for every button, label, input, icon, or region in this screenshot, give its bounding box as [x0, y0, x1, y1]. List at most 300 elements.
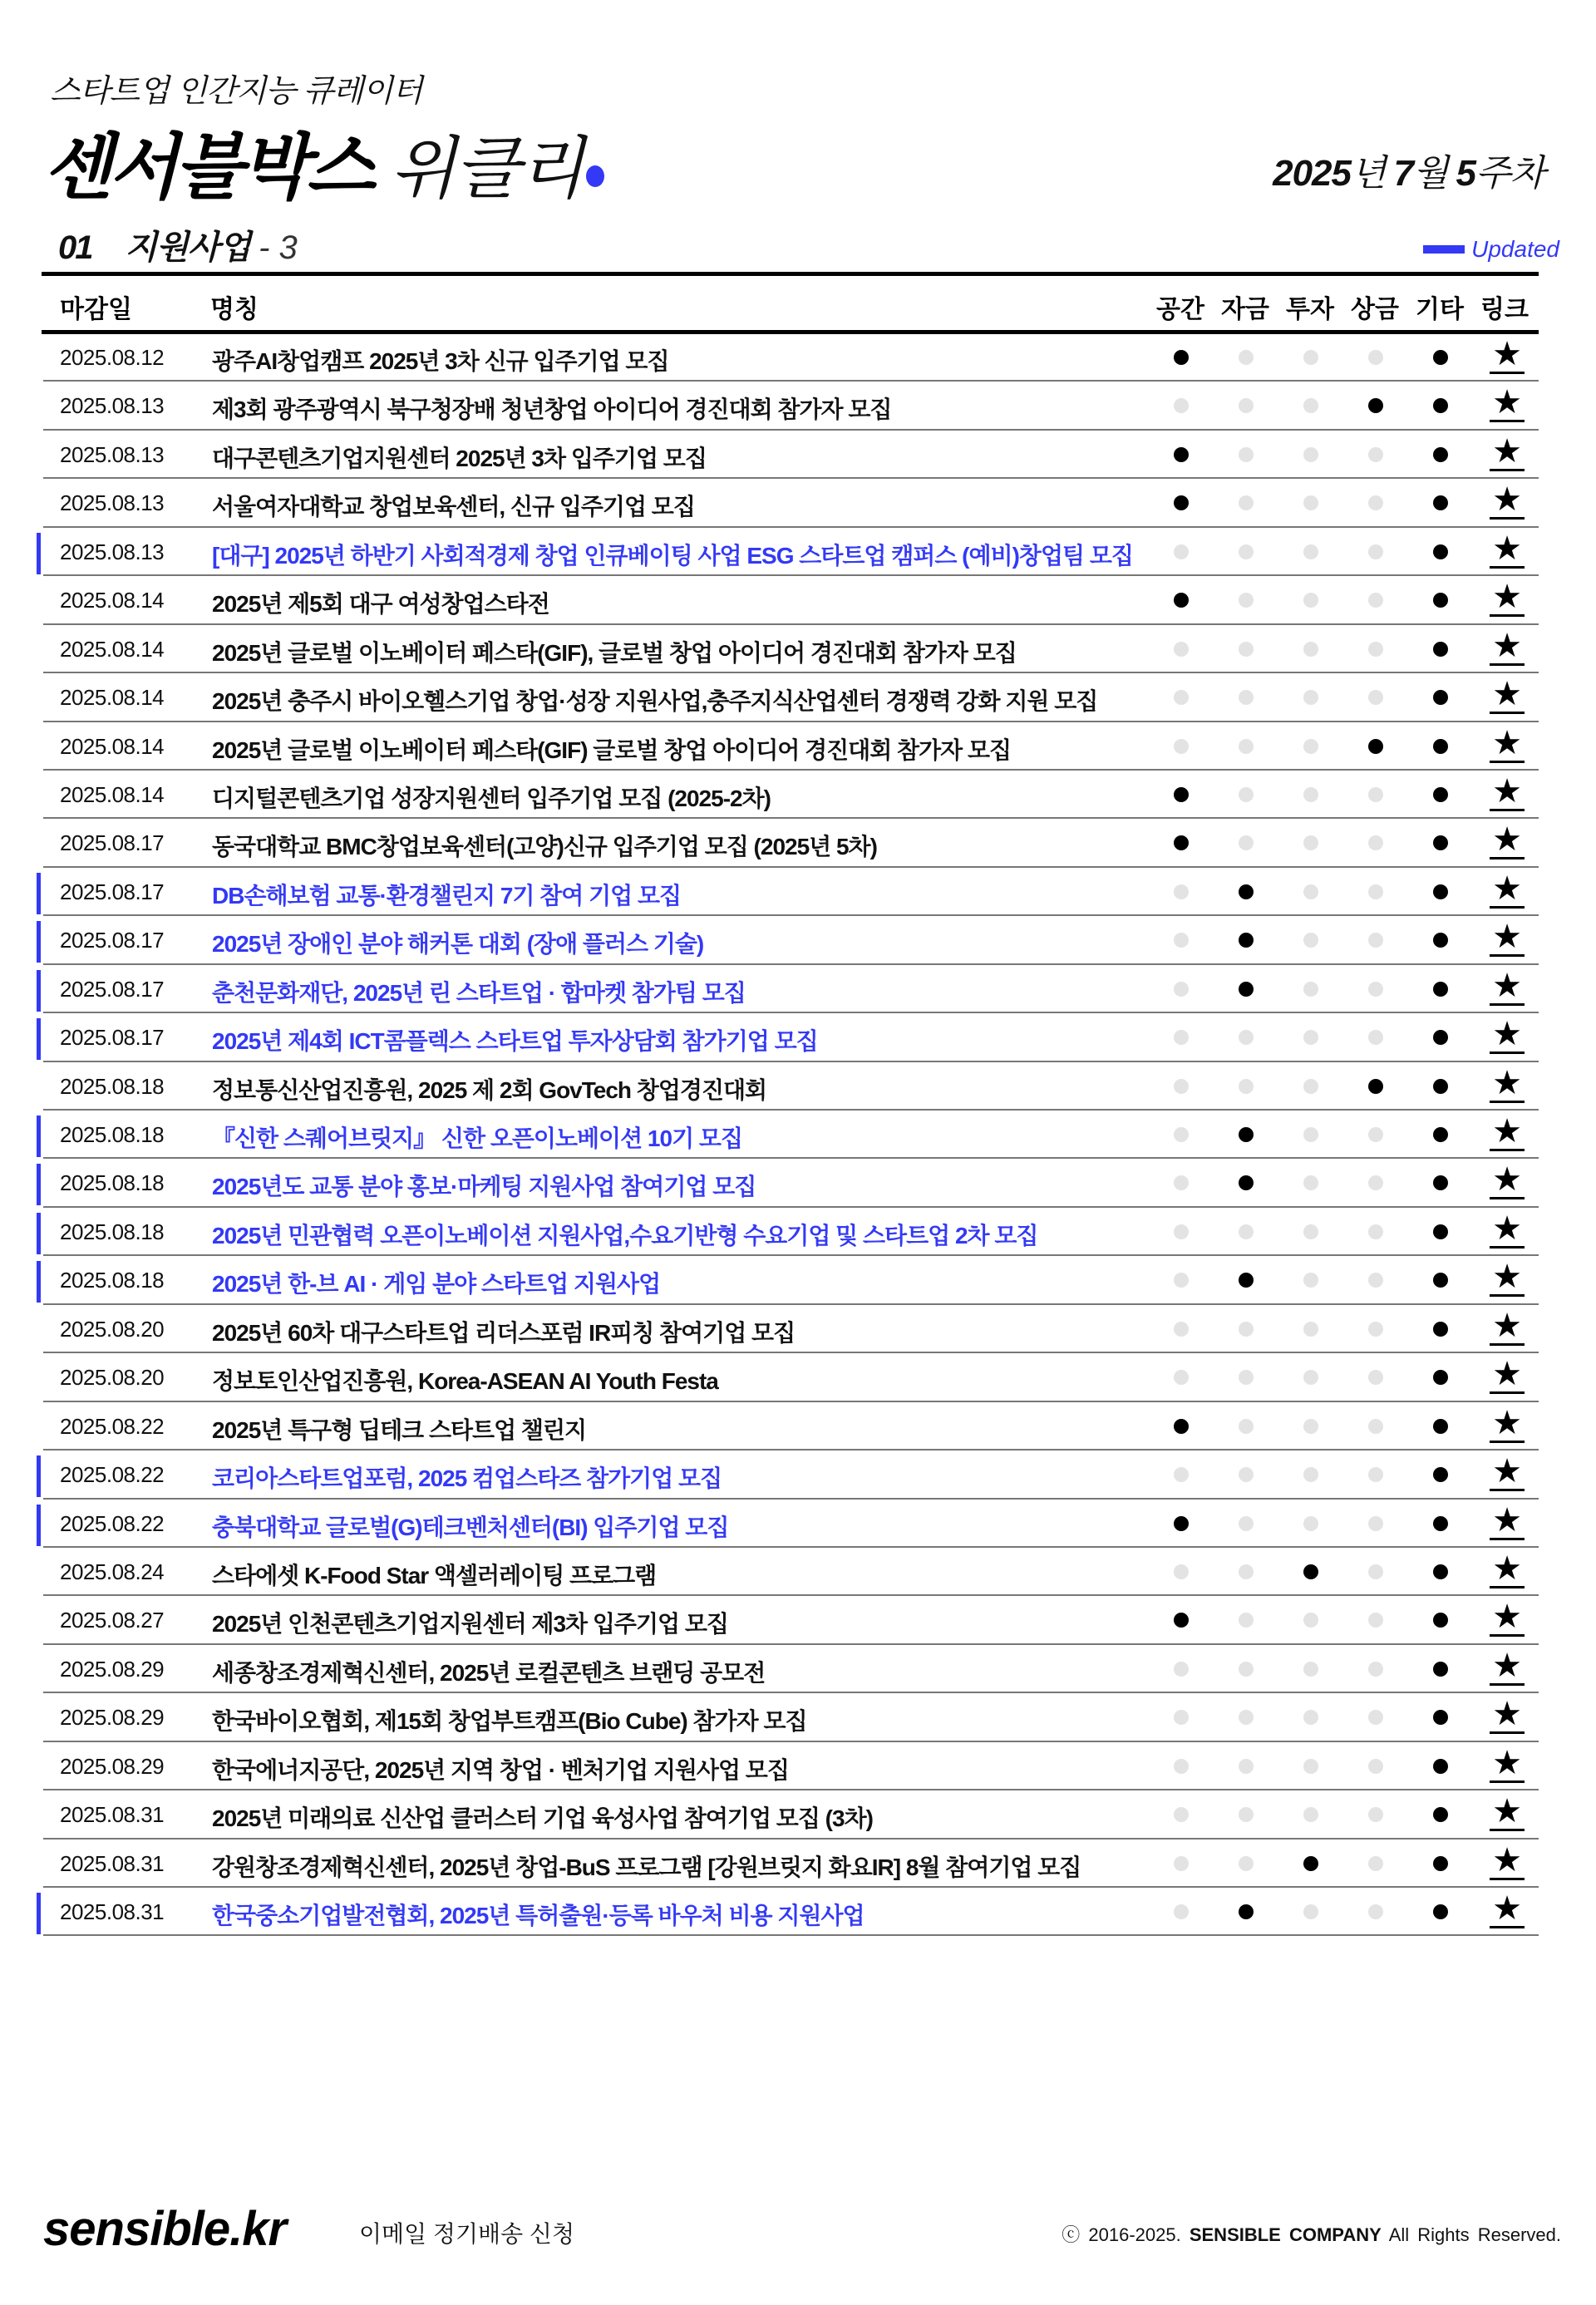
table-row	[0, 431, 1596, 479]
etc-on-dot-icon	[1433, 835, 1448, 850]
link-star-icon[interactable]: ★	[1490, 628, 1525, 666]
program-name[interactable]: 2025년 제5회 대구 여성창업스타전	[212, 591, 549, 618]
investment-off-dot-icon	[1303, 1467, 1318, 1482]
investment-off-dot-icon	[1303, 350, 1318, 365]
updated-marker-icon	[37, 970, 41, 1012]
link-star-icon[interactable]: ★	[1490, 337, 1525, 374]
program-name[interactable]: 2025년 특구형 딥테크 스타트업 챌린지	[212, 1416, 587, 1443]
issue-month-unit: 월	[1412, 153, 1448, 194]
table-body	[0, 333, 1596, 1936]
investment-off-dot-icon	[1303, 1904, 1318, 1919]
space-on-dot-icon	[1174, 835, 1189, 850]
table-row	[0, 1062, 1596, 1111]
company-name: SENSIBLE COMPANY	[1189, 2224, 1382, 2245]
etc-on-dot-icon	[1433, 1564, 1448, 1579]
table-row	[0, 1111, 1596, 1159]
prize-off-dot-icon	[1368, 495, 1383, 510]
table-top-rule	[42, 272, 1539, 276]
link-star-icon[interactable]: ★	[1490, 1066, 1525, 1103]
investment-on-dot-icon	[1303, 1564, 1318, 1579]
table-row	[0, 333, 1596, 382]
space-off-dot-icon	[1174, 933, 1189, 948]
space-on-dot-icon	[1174, 1516, 1189, 1531]
program-name[interactable]: 2025년 장애인 분야 해커톤 대회 (장애 플러스 기술)	[212, 931, 704, 958]
deadline-date: 2025.08.12	[60, 345, 165, 370]
program-name[interactable]: 2025년 충주시 바이오헬스기업 창업·성장 지원사업,충주지식산업센터 경쟁력 강화 지원 모집	[212, 688, 1098, 715]
link-star-icon[interactable]: ★	[1490, 1454, 1525, 1491]
updated-marker-icon	[37, 1505, 41, 1546]
link-star-icon[interactable]: ★	[1490, 1697, 1525, 1734]
program-name[interactable]: 강원창조경제혁신센터, 2025년 창업-BuS 프로그램 [강원브릿지 화요IR] 8월 참여기업 모집	[212, 1854, 1081, 1880]
table-row	[0, 771, 1596, 819]
space-on-dot-icon	[1174, 495, 1189, 510]
link-star-icon[interactable]: ★	[1490, 1551, 1525, 1588]
etc-on-dot-icon	[1433, 447, 1448, 462]
header-name: 명칭	[210, 296, 259, 323]
link-star-icon[interactable]: ★	[1490, 579, 1525, 617]
space-off-dot-icon	[1174, 1564, 1189, 1579]
etc-on-dot-icon	[1433, 1030, 1448, 1045]
funding-off-dot-icon	[1239, 1856, 1254, 1871]
table-row	[0, 819, 1596, 867]
space-off-dot-icon	[1174, 1175, 1189, 1190]
link-star-icon[interactable]: ★	[1490, 1017, 1525, 1054]
deadline-date: 2025.08.18	[60, 1268, 165, 1293]
investment-off-dot-icon	[1303, 1127, 1318, 1142]
program-name[interactable]: 한국중소기업발전협회, 2025년 특허출원·등록 바우처 비용 지원사업	[212, 1903, 864, 1928]
prize-off-dot-icon	[1368, 593, 1383, 608]
updated-marker-icon	[37, 873, 41, 914]
subtitle: 스타트업 인간지능 큐레이터	[50, 74, 422, 109]
link-star-icon[interactable]: ★	[1490, 434, 1525, 471]
table-row	[0, 576, 1596, 624]
investment-off-dot-icon	[1303, 1516, 1318, 1531]
space-on-dot-icon	[1174, 593, 1189, 608]
table-row	[0, 916, 1596, 964]
table-row	[0, 1353, 1596, 1401]
investment-off-dot-icon	[1303, 1175, 1318, 1190]
updated-marker-icon	[37, 921, 41, 963]
space-off-dot-icon	[1174, 544, 1189, 559]
issue-week: 5	[1456, 153, 1475, 194]
link-star-icon[interactable]: ★	[1490, 1891, 1525, 1928]
link-star-icon[interactable]: ★	[1490, 1599, 1525, 1637]
deadline-date: 2025.08.18	[60, 1170, 165, 1196]
funding-off-dot-icon	[1239, 1079, 1254, 1094]
updated-legend	[1423, 236, 1559, 263]
prize-on-dot-icon	[1368, 1079, 1383, 1094]
investment-off-dot-icon	[1303, 1419, 1318, 1434]
funding-off-dot-icon	[1239, 593, 1254, 608]
issue-date	[1273, 143, 1553, 196]
investment-off-dot-icon	[1303, 642, 1318, 657]
updated-bar-icon	[1423, 245, 1465, 254]
investment-off-dot-icon	[1303, 739, 1318, 754]
deadline-date: 2025.08.29	[60, 1753, 165, 1779]
funding-off-dot-icon	[1239, 787, 1254, 802]
deadline-date: 2025.08.14	[60, 781, 165, 807]
funding-off-dot-icon	[1239, 1759, 1254, 1774]
etc-on-dot-icon	[1433, 398, 1448, 413]
funding-on-dot-icon	[1239, 933, 1254, 948]
space-off-dot-icon	[1174, 1467, 1189, 1482]
prize-off-dot-icon	[1368, 1467, 1383, 1482]
deadline-date: 2025.08.17	[60, 879, 165, 904]
updated-marker-icon	[37, 533, 41, 574]
funding-off-dot-icon	[1239, 350, 1254, 365]
subscribe-link[interactable]: 이메일 정기배송 신청	[359, 2221, 574, 2247]
prize-off-dot-icon	[1368, 350, 1383, 365]
deadline-date: 2025.08.29	[60, 1656, 165, 1682]
link-star-icon[interactable]: ★	[1490, 1843, 1525, 1880]
program-name[interactable]: 디지털콘텐츠기업 성장지원센터 입주기업 모집 (2025-2차)	[212, 785, 771, 811]
link-star-icon[interactable]: ★	[1490, 871, 1525, 909]
funding-off-dot-icon	[1239, 1710, 1254, 1725]
table-row	[0, 1159, 1596, 1207]
prize-off-dot-icon	[1368, 787, 1383, 802]
link-star-icon[interactable]: ★	[1490, 482, 1525, 520]
table-row	[0, 965, 1596, 1013]
funding-on-dot-icon	[1239, 884, 1254, 899]
section-part: - 3	[259, 229, 298, 266]
space-on-dot-icon	[1174, 1613, 1189, 1628]
deadline-date: 2025.08.18	[60, 1219, 165, 1244]
issue-year-unit: 년	[1350, 153, 1386, 194]
prize-off-dot-icon	[1368, 1370, 1383, 1385]
program-name[interactable]: 대구콘텐츠기업지원센터 2025년 3차 입주기업 모집	[212, 445, 707, 471]
etc-on-dot-icon	[1433, 350, 1448, 365]
etc-on-dot-icon	[1433, 1516, 1448, 1531]
prize-off-dot-icon	[1368, 982, 1383, 997]
investment-off-dot-icon	[1303, 1662, 1318, 1677]
prize-off-dot-icon	[1368, 690, 1383, 705]
funding-on-dot-icon	[1239, 982, 1254, 997]
deadline-date: 2025.08.24	[60, 1559, 165, 1584]
table-row	[0, 1450, 1596, 1499]
program-name[interactable]: 제3회 광주광역시 북구청장배 청년창업 아이디어 경진대회 참가자 모집	[212, 396, 892, 423]
funding-off-dot-icon	[1239, 1419, 1254, 1434]
deadline-date: 2025.08.17	[60, 830, 165, 856]
deadline-date: 2025.08.20	[60, 1365, 165, 1391]
link-star-icon[interactable]: ★	[1490, 1503, 1525, 1540]
deadline-date: 2025.08.31	[60, 1850, 165, 1876]
deadline-date: 2025.08.27	[60, 1608, 165, 1633]
etc-on-dot-icon	[1433, 593, 1448, 608]
funding-off-dot-icon	[1239, 1807, 1254, 1822]
updated-marker-icon	[37, 1893, 41, 1934]
space-off-dot-icon	[1174, 1662, 1189, 1677]
prize-off-dot-icon	[1368, 1516, 1383, 1531]
investment-off-dot-icon	[1303, 787, 1318, 802]
funding-off-dot-icon	[1239, 835, 1254, 850]
updated-marker-icon	[37, 1116, 41, 1157]
investment-off-dot-icon	[1303, 884, 1318, 899]
program-name[interactable]: 스타에셋 K-Food Star 액셀러레이팅 프로그램	[212, 1562, 657, 1588]
space-off-dot-icon	[1174, 398, 1189, 413]
program-name[interactable]: 서울여자대학교 창업보육센터, 신규 입주기업 모집	[212, 494, 695, 520]
section-number: 01	[58, 229, 92, 266]
space-off-dot-icon	[1174, 1710, 1189, 1725]
header-link: 링크	[1480, 296, 1529, 323]
program-name[interactable]: 코리아스타트업포럼, 2025 컴업스타즈 참가기업 모집	[212, 1465, 722, 1492]
program-name[interactable]: 춘천문화재단, 2025년 린 스타트업 · 합마켓 참가팀 모집	[212, 979, 746, 1006]
prize-off-dot-icon	[1368, 1030, 1383, 1045]
table-row	[0, 1840, 1596, 1888]
investment-off-dot-icon	[1303, 593, 1318, 608]
prize-off-dot-icon	[1368, 835, 1383, 850]
investment-off-dot-icon	[1303, 495, 1318, 510]
space-off-dot-icon	[1174, 739, 1189, 754]
table-row	[0, 722, 1596, 771]
brand-title	[43, 110, 604, 213]
updated-marker-icon	[37, 1018, 41, 1060]
program-name[interactable]: 정보통신산업진흥원, 2025 제 2회 GovTech 창업경진대회	[212, 1076, 767, 1103]
space-off-dot-icon	[1174, 1856, 1189, 1871]
prize-off-dot-icon	[1368, 447, 1383, 462]
link-star-icon[interactable]: ★	[1490, 1794, 1525, 1831]
etc-on-dot-icon	[1433, 1322, 1448, 1337]
updated-marker-icon	[37, 1455, 41, 1497]
table-row	[0, 1790, 1596, 1839]
program-name[interactable]: DB손해보험 교통·환경챌린지 7기 참여 기업 모집	[212, 882, 682, 909]
link-star-icon[interactable]: ★	[1490, 1648, 1525, 1686]
etc-on-dot-icon	[1433, 1127, 1448, 1142]
investment-off-dot-icon	[1303, 1079, 1318, 1094]
prize-off-dot-icon	[1368, 1613, 1383, 1628]
space-off-dot-icon	[1174, 642, 1189, 657]
program-name[interactable]: 한국에너지공단, 2025년 지역 창업 · 벤처기업 지원사업 모집	[212, 1756, 789, 1783]
prize-off-dot-icon	[1368, 1710, 1383, 1725]
prize-off-dot-icon	[1368, 1564, 1383, 1579]
funding-on-dot-icon	[1239, 1904, 1254, 1919]
link-star-icon[interactable]: ★	[1490, 1357, 1525, 1394]
row-divider	[43, 1934, 1539, 1936]
deadline-date: 2025.08.14	[60, 685, 165, 711]
deadline-date: 2025.08.29	[60, 1705, 165, 1731]
link-star-icon[interactable]: ★	[1490, 531, 1525, 569]
etc-on-dot-icon	[1433, 1759, 1448, 1774]
prize-off-dot-icon	[1368, 1273, 1383, 1288]
funding-off-dot-icon	[1239, 642, 1254, 657]
table-row	[0, 479, 1596, 527]
deadline-date: 2025.08.31	[60, 1899, 165, 1924]
program-name[interactable]: 2025년 미래의료 신산업 클러스터 기업 육성사업 참여기업 모집 (3차)	[212, 1805, 873, 1832]
program-name[interactable]: 2025년 민관협력 오픈이노베이션 지원사업,수요기반형 수요기업 및 스타트업 2차 모집	[212, 1222, 1038, 1249]
prize-off-dot-icon	[1368, 1662, 1383, 1677]
brand-name: 센서블박스	[43, 128, 372, 208]
table-row	[0, 1742, 1596, 1790]
space-off-dot-icon	[1174, 1904, 1189, 1919]
prize-off-dot-icon	[1368, 1175, 1383, 1190]
program-name[interactable]: 한국바이오협회, 제15회 창업부트캠프(Bio Cube) 참가자 모집	[212, 1708, 807, 1735]
etc-on-dot-icon	[1433, 1079, 1448, 1094]
brand-dot-icon	[586, 165, 604, 187]
etc-on-dot-icon	[1433, 982, 1448, 997]
table-row	[0, 868, 1596, 916]
deadline-date: 2025.08.13	[60, 539, 165, 564]
investment-off-dot-icon	[1303, 398, 1318, 413]
prize-off-dot-icon	[1368, 1856, 1383, 1871]
table-row	[0, 1500, 1596, 1548]
copyright	[1062, 2221, 1561, 2247]
program-name[interactable]: 2025년 제4회 ICT콤플렉스 스타트업 투자상담회 참가기업 모집	[212, 1028, 818, 1055]
link-star-icon[interactable]: ★	[1490, 677, 1525, 714]
updated-marker-icon	[37, 1164, 41, 1205]
etc-on-dot-icon	[1433, 1419, 1448, 1434]
prize-off-dot-icon	[1368, 1322, 1383, 1337]
link-star-icon[interactable]: ★	[1490, 1746, 1525, 1783]
rights-text: All Rights Reserved.	[1388, 2224, 1561, 2245]
program-name[interactable]: 2025년 60차 대구스타트업 리더스포럼 IR피칭 참여기업 모집	[212, 1319, 796, 1346]
investment-off-dot-icon	[1303, 1807, 1318, 1822]
space-off-dot-icon	[1174, 1322, 1189, 1337]
link-star-icon[interactable]: ★	[1490, 385, 1525, 422]
program-name[interactable]: 광주AI창업캠프 2025년 3차 신규 입주기업 모집	[212, 348, 669, 374]
program-name[interactable]: 2025년 한-브 AI · 게임 분야 스타트업 지원사업	[212, 1271, 661, 1298]
issue-month: 7	[1393, 153, 1413, 194]
space-off-dot-icon	[1174, 690, 1189, 705]
table-header	[42, 278, 1539, 328]
space-off-dot-icon	[1174, 1273, 1189, 1288]
table-row	[0, 1013, 1596, 1061]
deadline-date: 2025.08.22	[60, 1462, 165, 1488]
funding-off-dot-icon	[1239, 1564, 1254, 1579]
link-star-icon[interactable]: ★	[1490, 1259, 1525, 1297]
space-off-dot-icon	[1174, 1079, 1189, 1094]
link-star-icon[interactable]: ★	[1490, 822, 1525, 859]
program-name[interactable]: 2025년 인천콘텐츠기업지원센터 제3차 입주기업 모집	[212, 1611, 728, 1638]
issue-week-unit: 주차	[1475, 153, 1544, 194]
funding-off-dot-icon	[1239, 1030, 1254, 1045]
space-on-dot-icon	[1174, 787, 1189, 802]
etc-on-dot-icon	[1433, 1273, 1448, 1288]
link-star-icon[interactable]: ★	[1490, 919, 1525, 957]
prize-off-dot-icon	[1368, 1419, 1383, 1434]
funding-off-dot-icon	[1239, 447, 1254, 462]
deadline-date: 2025.08.17	[60, 928, 165, 953]
space-off-dot-icon	[1174, 884, 1189, 899]
etc-on-dot-icon	[1433, 787, 1448, 802]
link-star-icon[interactable]: ★	[1490, 774, 1525, 811]
deadline-date: 2025.08.13	[60, 441, 165, 467]
program-name[interactable]: 충북대학교 글로벌(G)테크벤처센터(BI) 입주기업 모집	[212, 1514, 729, 1540]
deadline-date: 2025.08.14	[60, 588, 165, 613]
space-on-dot-icon	[1174, 350, 1189, 365]
deadline-date: 2025.08.22	[60, 1510, 165, 1536]
funding-off-dot-icon	[1239, 398, 1254, 413]
space-off-dot-icon	[1174, 1370, 1189, 1385]
etc-on-dot-icon	[1433, 690, 1448, 705]
funding-on-dot-icon	[1239, 1127, 1254, 1142]
prize-off-dot-icon	[1368, 884, 1383, 899]
deadline-date: 2025.08.20	[60, 1316, 165, 1342]
footer-logo[interactable]: sensible.kr	[43, 2202, 287, 2256]
deadline-date: 2025.08.22	[60, 1413, 165, 1439]
investment-off-dot-icon	[1303, 933, 1318, 948]
table-row	[0, 1548, 1596, 1596]
program-name[interactable]: 2025년 글로벌 이노베이터 페스타(GIF) 글로벌 창업 아이디어 경진대회 참가자 모집	[212, 736, 1012, 763]
deadline-date: 2025.08.13	[60, 393, 165, 419]
header-investment: 투자	[1286, 296, 1334, 323]
funding-off-dot-icon	[1239, 690, 1254, 705]
investment-off-dot-icon	[1303, 1759, 1318, 1774]
etc-on-dot-icon	[1433, 933, 1448, 948]
etc-on-dot-icon	[1433, 642, 1448, 657]
deadline-date: 2025.08.18	[60, 1073, 165, 1099]
investment-off-dot-icon	[1303, 690, 1318, 705]
deadline-date: 2025.08.18	[60, 1122, 165, 1147]
deadline-date: 2025.08.14	[60, 636, 165, 662]
table-row	[0, 1402, 1596, 1450]
etc-on-dot-icon	[1433, 1710, 1448, 1725]
investment-off-dot-icon	[1303, 1224, 1318, 1239]
space-off-dot-icon	[1174, 1224, 1189, 1239]
table-row	[0, 382, 1596, 430]
deadline-date: 2025.08.17	[60, 1025, 165, 1051]
link-star-icon[interactable]: ★	[1490, 726, 1525, 763]
funding-off-dot-icon	[1239, 739, 1254, 754]
funding-off-dot-icon	[1239, 1662, 1254, 1677]
funding-on-dot-icon	[1239, 1273, 1254, 1288]
etc-on-dot-icon	[1433, 1175, 1448, 1190]
deadline-date: 2025.08.17	[60, 976, 165, 1002]
program-name[interactable]: [대구] 2025년 하반기 사회적경제 창업 인큐베이팅 사업 ESG 스타트업 캠퍼스 (예비)창업팀 모집	[212, 542, 1133, 569]
investment-on-dot-icon	[1303, 1856, 1318, 1871]
investment-off-dot-icon	[1303, 1370, 1318, 1385]
link-star-icon[interactable]: ★	[1490, 1211, 1525, 1249]
link-star-icon[interactable]: ★	[1490, 1406, 1525, 1443]
link-star-icon[interactable]: ★	[1490, 1162, 1525, 1199]
link-star-icon[interactable]: ★	[1490, 968, 1525, 1006]
investment-off-dot-icon	[1303, 835, 1318, 850]
funding-off-dot-icon	[1239, 544, 1254, 559]
funding-on-dot-icon	[1239, 1175, 1254, 1190]
table-row	[0, 1693, 1596, 1741]
table-row	[0, 625, 1596, 673]
space-on-dot-icon	[1174, 447, 1189, 462]
prize-off-dot-icon	[1368, 1224, 1383, 1239]
copyright-years: ⓒ 2016-2025.	[1062, 2224, 1181, 2245]
deadline-date: 2025.08.13	[60, 490, 165, 516]
program-name[interactable]: 2025년 글로벌 이노베이터 페스타(GIF), 글로벌 창업 아이디어 경진대회 참가자 모집	[212, 639, 1017, 666]
table-row	[0, 1596, 1596, 1644]
updated-marker-icon	[37, 1261, 41, 1303]
program-name[interactable]: 2025년도 교통 분야 홍보·마케팅 지원사업 참여기업 모집	[212, 1174, 756, 1200]
funding-off-dot-icon	[1239, 1370, 1254, 1385]
link-star-icon[interactable]: ★	[1490, 1114, 1525, 1151]
prize-off-dot-icon	[1368, 544, 1383, 559]
prize-off-dot-icon	[1368, 1807, 1383, 1822]
etc-on-dot-icon	[1433, 739, 1448, 754]
program-name[interactable]: 『신한 스퀘어브릿지』 신한 오픈이노베이션 10기 모집	[212, 1125, 743, 1151]
program-name[interactable]: 동국대학교 BMC창업보육센터(고양)신규 입주기업 모집 (2025년 5차)	[212, 834, 877, 860]
table-row	[0, 1305, 1596, 1353]
table-row	[0, 528, 1596, 576]
table-row	[0, 1888, 1596, 1936]
section-title: 지원사업	[125, 229, 251, 266]
header-deadline: 마감일	[60, 296, 132, 323]
program-name[interactable]: 세종창조경제혁신센터, 2025년 로컬콘텐츠 브랜딩 공모전	[212, 1659, 766, 1686]
prize-on-dot-icon	[1368, 398, 1383, 413]
program-name[interactable]: 정보토인산업진흥원, Korea-ASEAN AI Youth Festa	[212, 1368, 718, 1395]
funding-off-dot-icon	[1239, 1322, 1254, 1337]
etc-on-dot-icon	[1433, 495, 1448, 510]
funding-off-dot-icon	[1239, 1467, 1254, 1482]
link-star-icon[interactable]: ★	[1490, 1308, 1525, 1346]
etc-on-dot-icon	[1433, 1224, 1448, 1239]
space-off-dot-icon	[1174, 1127, 1189, 1142]
space-off-dot-icon	[1174, 1807, 1189, 1822]
